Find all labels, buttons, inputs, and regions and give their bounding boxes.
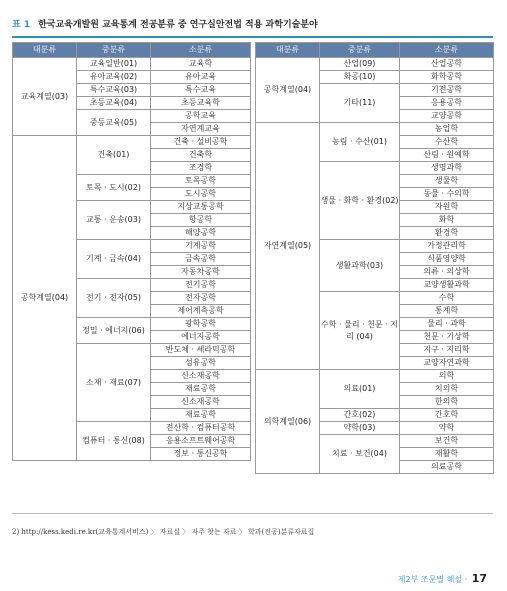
small-cell: 생물학 <box>400 175 494 188</box>
small-cell: 농업학 <box>400 123 494 136</box>
major-cell: 의학계열(06) <box>256 370 320 474</box>
mid-cell: 건축(01) <box>77 136 151 175</box>
small-cell: 신소재공학 <box>151 396 251 409</box>
mid-cell: 화공(10) <box>320 71 400 84</box>
small-cell: 환경학 <box>400 227 494 240</box>
page-number: 17 <box>471 572 487 585</box>
small-cell: 산림 · 원예학 <box>400 149 494 162</box>
small-cell: 광학공학 <box>151 318 251 331</box>
footnote-rule <box>12 513 493 514</box>
small-cell: 가정관리학 <box>400 240 494 253</box>
small-cell: 정보 · 통신공학 <box>151 448 251 461</box>
small-cell: 생명과학 <box>400 162 494 175</box>
small-cell: 자연계교육 <box>151 123 251 136</box>
small-cell: 식품영양학 <box>400 253 494 266</box>
small-cell: 전기공학 <box>151 279 251 292</box>
small-cell: 공학교육 <box>151 110 251 123</box>
header-small: 소분류 <box>151 43 251 58</box>
small-cell: 교육학 <box>151 58 251 71</box>
small-cell: 응용소프트웨어공학 <box>151 435 251 448</box>
small-cell: 섬유공학 <box>151 357 251 370</box>
mid-cell: 산업(09) <box>320 58 400 71</box>
small-cell: 항공학 <box>151 214 251 227</box>
mid-cell: 중등교육(05) <box>77 110 151 136</box>
mid-cell: 수학 · 물리 · 천문 · 지리 (04) <box>320 292 400 370</box>
small-cell: 화학공학 <box>400 71 494 84</box>
header-row <box>256 43 494 58</box>
mid-cell: 교통 · 운송(03) <box>77 201 151 240</box>
small-cell: 조경학 <box>151 162 251 175</box>
mid-cell: 교육일반(01) <box>77 58 151 71</box>
small-cell: 건축 · 설비공학 <box>151 136 251 149</box>
header-major: 대분류 <box>13 43 77 58</box>
page-footer <box>398 572 487 585</box>
small-cell: 자동차공학 <box>151 266 251 279</box>
small-cell: 반도체 · 세라믹공학 <box>151 344 251 357</box>
small-cell: 자원학 <box>400 201 494 214</box>
small-cell: 약학 <box>400 422 494 435</box>
small-cell: 교양공학 <box>400 110 494 123</box>
small-cell: 재료공학 <box>151 383 251 396</box>
mid-cell: 기타(11) <box>320 84 400 123</box>
small-cell: 화학 <box>400 214 494 227</box>
small-cell: 재료공학 <box>151 409 251 422</box>
mid-cell: 치료 · 보건(04) <box>320 435 400 474</box>
small-cell: 지상교통공학 <box>151 201 251 214</box>
small-cell: 유아교육 <box>151 71 251 84</box>
header-row <box>13 43 251 58</box>
caption-rule <box>12 36 493 38</box>
small-cell: 물리 · 과학 <box>400 318 494 331</box>
mid-cell: 정밀 · 에너지(06) <box>77 318 151 344</box>
small-cell: 의료공학 <box>400 461 494 474</box>
major-cell: 공학계열(04) <box>13 136 77 461</box>
header-major: 대분류 <box>256 43 320 58</box>
small-cell: 교양생활과학 <box>400 279 494 292</box>
small-cell: 전자공학 <box>151 292 251 305</box>
classification-table-right <box>255 42 494 474</box>
mid-cell: 전기 · 전자(05) <box>77 279 151 318</box>
header-small: 소분류 <box>400 43 494 58</box>
mid-cell: 초등교육(04) <box>77 97 151 110</box>
small-cell: 제어계측공학 <box>151 305 251 318</box>
mid-cell: 의료(01) <box>320 370 400 409</box>
mid-cell: 간호(02) <box>320 409 400 422</box>
small-cell: 보건학 <box>400 435 494 448</box>
small-cell: 지구 · 지리학 <box>400 344 494 357</box>
table-title: 한국교육개발원 교육통계 전공분류 중 연구실안전법 적용 과학기술분야 <box>38 20 318 30</box>
mid-cell: 토목 · 도시(02) <box>77 175 151 201</box>
small-cell: 기전공학 <box>400 84 494 97</box>
small-cell: 에너지공학 <box>151 331 251 344</box>
small-cell: 산업공학 <box>400 58 494 71</box>
small-cell: 의류 · 의상학 <box>400 266 494 279</box>
small-cell: 초등교육학 <box>151 97 251 110</box>
small-cell: 한의학 <box>400 396 494 409</box>
small-cell: 천문 · 기상학 <box>400 331 494 344</box>
mid-cell: 생활과학(03) <box>320 240 400 292</box>
small-cell: 수산학 <box>400 136 494 149</box>
header-mid: 중분류 <box>77 43 151 58</box>
small-cell: 교양자연과학 <box>400 357 494 370</box>
major-cell: 교육계열(03) <box>13 58 77 136</box>
mid-cell: 농림 · 수산(01) <box>320 123 400 162</box>
small-cell: 응용공학 <box>400 97 494 110</box>
small-cell: 기계공학 <box>151 240 251 253</box>
mid-cell: 컴퓨터 · 통신(08) <box>77 422 151 461</box>
small-cell: 신소재공학 <box>151 370 251 383</box>
small-cell: 특수교육 <box>151 84 251 97</box>
small-cell: 통계학 <box>400 305 494 318</box>
mid-cell: 유아교육(02) <box>77 71 151 84</box>
small-cell: 의학 <box>400 370 494 383</box>
header-mid: 중분류 <box>320 43 400 58</box>
small-cell: 전산학 · 컴퓨터공학 <box>151 422 251 435</box>
small-cell: 동물 · 수의학 <box>400 188 494 201</box>
small-cell: 수학 <box>400 292 494 305</box>
small-cell: 금속공학 <box>151 253 251 266</box>
small-cell: 치의학 <box>400 383 494 396</box>
table-number: 표 1 <box>12 20 31 30</box>
mid-cell: 생물 · 화학 · 환경(02) <box>320 162 400 240</box>
small-cell: 간호학 <box>400 409 494 422</box>
table-caption <box>12 17 318 30</box>
mid-cell: 특수교육(03) <box>77 84 151 97</box>
major-cell: 자연계열(05) <box>256 123 320 370</box>
small-cell: 재활학 <box>400 448 494 461</box>
small-cell: 해양공학 <box>151 227 251 240</box>
footnote: 2) http://kess.kedi.re.kr(교육통계서비스) 〉 자료실 〉 자주 찾는 자료 〉 학과(전공)분류자료집 <box>12 528 315 536</box>
footer-separator: · <box>464 575 468 584</box>
mid-cell: 기계 · 금속(04) <box>77 240 151 279</box>
small-cell: 도시공학 <box>151 188 251 201</box>
small-cell: 건축학 <box>151 149 251 162</box>
major-cell: 공학계열(04) <box>256 58 320 123</box>
classification-table-left <box>12 42 251 461</box>
mid-cell: 약학(03) <box>320 422 400 435</box>
small-cell: 토목공학 <box>151 175 251 188</box>
section-title: 제2부 조문별 해설 <box>397 575 463 584</box>
mid-cell: 소재 · 재료(07) <box>77 344 151 422</box>
